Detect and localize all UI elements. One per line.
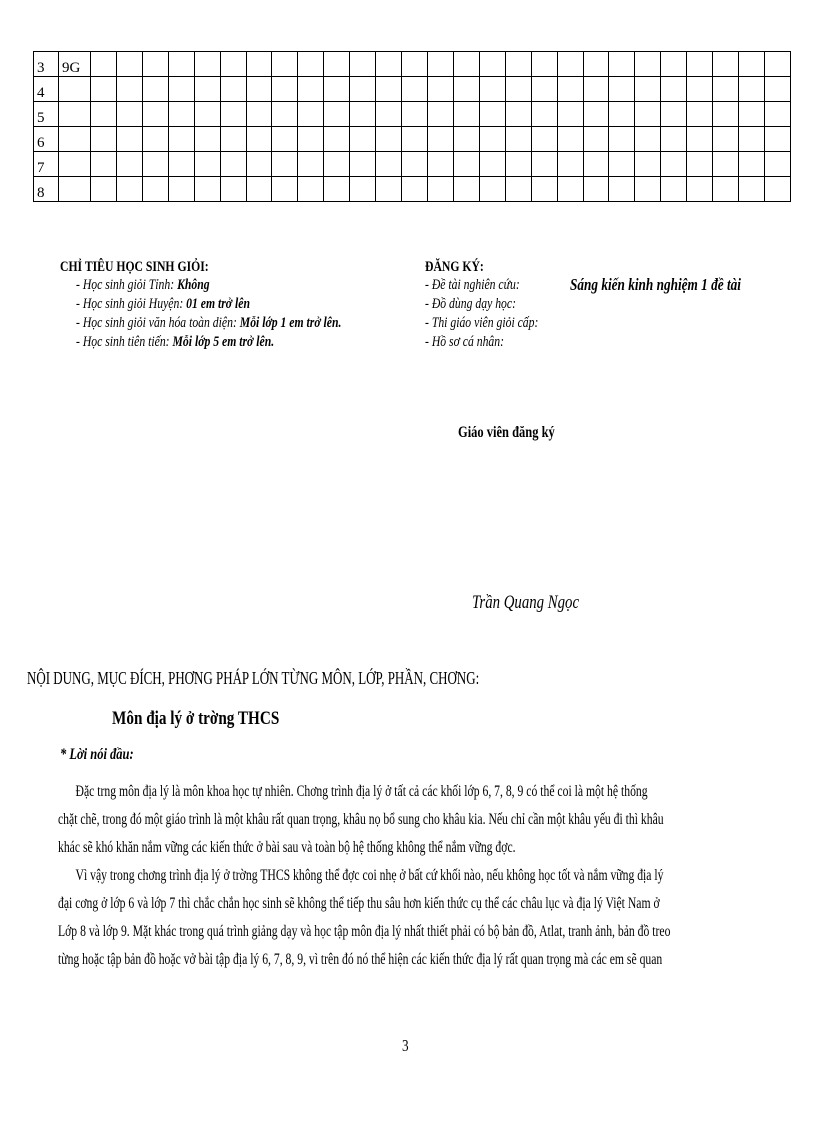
grid-cell: [583, 127, 609, 152]
grid-cell: [350, 177, 376, 202]
grid-cell: [505, 177, 531, 202]
grid-cell: [609, 102, 635, 127]
paragraph-line: từng hoặc tập bản đồ hoặc vở bài tập địa lý 6, 7, 8, 9, vì trên đó nó thể hiện các kiến thức địa lý rất quan trọng mà các em sẽ quan: [58, 951, 663, 968]
grid-cell: [713, 102, 739, 127]
grid-cell: [324, 127, 350, 152]
grid-cell: [609, 77, 635, 102]
paragraph-line: chặt chẽ, trong đó một giáo trình là một khâu rất quan trọng, khâu nọ bổ sung cho khâu kia. Nếu chỉ cần một khâu yếu đi thì khâu: [58, 811, 664, 828]
grid-cell: [583, 152, 609, 177]
grid-cell: [350, 52, 376, 77]
grid-cell: [272, 52, 298, 77]
grid-cell: [194, 52, 220, 77]
grid-cell: [739, 127, 765, 152]
grid-cell: [661, 102, 687, 127]
targets-line: [76, 314, 416, 333]
targets-label: - Học sinh giỏi Tỉnh:: [76, 277, 178, 293]
grid-cell: [635, 127, 661, 152]
preface-heading: * Lời nói đầu:: [60, 746, 134, 763]
grid-cell: [427, 177, 453, 202]
targets-line-text: [76, 315, 341, 332]
grid-cell: [220, 152, 246, 177]
signature-name: Trần Quang Ngọc: [472, 592, 580, 613]
targets-heading: CHỈ TIÊU HỌC SINH GIỎI:: [60, 259, 209, 275]
section-title: NỘI DUNG, MỤC ĐÍCH, PHƠNG PHÁP LỚN TỪNG MÔN, LỚP, PHẦN, CHƠNG:: [27, 668, 480, 688]
grid-cell: [194, 127, 220, 152]
grid-cell: [531, 52, 557, 77]
grid-cell: [764, 77, 790, 102]
grid-cell: [453, 77, 479, 102]
grid-cell: [350, 77, 376, 102]
grid-cell: [505, 152, 531, 177]
grid-cell: [298, 177, 324, 202]
registration-heading: ĐĂNG KÝ:: [425, 259, 484, 275]
grid-cell: [324, 52, 350, 77]
grid-cell: [479, 177, 505, 202]
grid-cell: [116, 52, 142, 77]
grid-cell: [402, 77, 428, 102]
paragraph-line: khác sẽ khó khăn nắm vững các kiến thức ở bài sau và toàn bộ hệ thống không thể nắm vững đợc.: [58, 839, 516, 856]
grid-cell: [298, 127, 324, 152]
grid-cell: [531, 77, 557, 102]
grid-cell: [91, 177, 117, 202]
grid-cell: [298, 52, 324, 77]
row-number-cell: 3: [34, 52, 59, 77]
targets-line: [76, 295, 416, 314]
grid-cell: [220, 102, 246, 127]
registration-line: - Thi giáo viên giỏi cấp:: [425, 315, 539, 331]
grid-cell: [635, 52, 661, 77]
grid-cell: [168, 52, 194, 77]
grid-cell: [324, 177, 350, 202]
grid-cell: [687, 52, 713, 77]
grid-cell: [531, 152, 557, 177]
grid-cell: [764, 152, 790, 177]
grid-cell: [220, 77, 246, 102]
targets-list: [76, 276, 416, 352]
class-name-cell: [59, 152, 91, 177]
grid-cell: [479, 152, 505, 177]
row-number-cell: 8: [34, 177, 59, 202]
grid-cell: [142, 77, 168, 102]
grid-cell: [687, 177, 713, 202]
grid-cell: [402, 52, 428, 77]
grid-cell: [298, 152, 324, 177]
grid-cell: [402, 177, 428, 202]
grid-cell: [505, 127, 531, 152]
registration-line: - Đề tài nghiên cứu: Sáng kiến kinh nghiệm 1 đề tài: [425, 275, 741, 294]
class-name-cell: [59, 127, 91, 152]
grid-cell: [479, 52, 505, 77]
grid-cell: [220, 177, 246, 202]
grid-cell: [142, 152, 168, 177]
grid-cell: [453, 152, 479, 177]
grid-cell: [194, 77, 220, 102]
grid-cell: [583, 177, 609, 202]
grid-cell: [713, 177, 739, 202]
grid-cell: [376, 52, 402, 77]
grid-cell: [402, 102, 428, 127]
grid-cell: [739, 52, 765, 77]
paragraph-line: Đặc trng môn địa lý là môn khoa học tự nhiên. Chơng trình địa lý ở tất cả các khối lớp 6, 7, 8, 9 có thể coi là một hệ thống: [75, 783, 648, 800]
signature-title: Giáo viên đăng ký: [458, 424, 555, 441]
grid-cell: [376, 152, 402, 177]
paragraph-line: đại cơng ở lớp 6 và lớp 7 thì chắc chắn học sinh sẽ không thể tiếp thu sâu hơn kiến thức cụ thể các châu lục và địa lý Việt Nam ở: [58, 895, 660, 912]
grid-cell: [272, 152, 298, 177]
grid-cell: [116, 177, 142, 202]
class-grid-table: [33, 51, 791, 202]
grid-cell: [272, 102, 298, 127]
grid-cell: [505, 102, 531, 127]
grid-cell: [91, 77, 117, 102]
grid-cell: [661, 52, 687, 77]
class-name-cell: [59, 102, 91, 127]
grid-cell: [91, 127, 117, 152]
grid-cell: [272, 127, 298, 152]
grid-cell: [687, 77, 713, 102]
grid-cell: [609, 52, 635, 77]
grid-cell: [505, 77, 531, 102]
grid-cell: [350, 102, 376, 127]
grid-cell: [453, 177, 479, 202]
grid-cell: [531, 127, 557, 152]
grid-cell: [194, 177, 220, 202]
targets-line-text: [76, 296, 250, 313]
grid-cell: [402, 127, 428, 152]
grid-cell: [91, 52, 117, 77]
grid-cell: [739, 102, 765, 127]
table-row: [34, 177, 791, 202]
grid-cell: [609, 152, 635, 177]
grid-cell: [116, 152, 142, 177]
grid-cell: [91, 102, 117, 127]
targets-value: Không: [177, 277, 210, 293]
page-number: 3: [402, 1036, 409, 1055]
grid-cell: [427, 77, 453, 102]
grid-cell: [116, 102, 142, 127]
grid-cell: [609, 127, 635, 152]
grid-cell: [194, 152, 220, 177]
targets-label: - Học sinh giỏi Huyện:: [76, 296, 187, 312]
grid-cell: [324, 102, 350, 127]
grid-cell: [557, 52, 583, 77]
grid-cell: [298, 77, 324, 102]
targets-line: [76, 276, 416, 295]
grid-cell: [713, 77, 739, 102]
targets-label: - Học sinh tiên tiến:: [76, 334, 173, 350]
grid-cell: [557, 102, 583, 127]
grid-cell: [557, 152, 583, 177]
targets-value: 01 em trở lên: [186, 296, 250, 312]
grid-cell: [427, 152, 453, 177]
grid-cell: [557, 127, 583, 152]
grid-cell: [661, 77, 687, 102]
grid-cell: [635, 77, 661, 102]
grid-cell: [583, 52, 609, 77]
grid-cell: [324, 152, 350, 177]
grid-cell: [298, 102, 324, 127]
grid-cell: [116, 127, 142, 152]
grid-cell: [246, 52, 272, 77]
grid-cell: [168, 102, 194, 127]
grid-cell: [687, 102, 713, 127]
grid-cell: [142, 177, 168, 202]
grid-cell: [453, 127, 479, 152]
grid-cell: [713, 127, 739, 152]
table-row: [34, 77, 791, 102]
grid-cell: [168, 77, 194, 102]
targets-value: Mỗi lớp 1 em trở lên.: [239, 315, 342, 331]
grid-cell: [764, 52, 790, 77]
row-number-cell: 4: [34, 77, 59, 102]
grid-cell: [91, 152, 117, 177]
grid-cell: [479, 77, 505, 102]
paragraph-line: Lớp 8 và lớp 9. Mặt khác trong quá trình giảng dạy và học tập môn địa lý nhất thiết phải có bộ bản đồ, Atlat, tranh ảnh, bản đồ treo: [58, 923, 671, 940]
grid-cell: [246, 77, 272, 102]
grid-cell: [739, 77, 765, 102]
grid-cell: [246, 152, 272, 177]
grid-cell: [402, 152, 428, 177]
grid-cell: [246, 127, 272, 152]
grid-cell: [531, 102, 557, 127]
subject-title: Môn địa lý ở trờng THCS: [112, 708, 280, 729]
grid-cell: [272, 77, 298, 102]
grid-cell: [376, 102, 402, 127]
class-name-cell: 9G: [59, 52, 91, 77]
grid-cell: [505, 52, 531, 77]
table-row: [34, 102, 791, 127]
grid-cell: [635, 177, 661, 202]
grid-cell: [609, 177, 635, 202]
targets-line-text: [76, 334, 274, 351]
grid-cell: [739, 152, 765, 177]
grid-cell: [116, 77, 142, 102]
grid-cell: [661, 177, 687, 202]
table-row: [34, 127, 791, 152]
grid-cell: [324, 77, 350, 102]
grid-cell: [168, 152, 194, 177]
table-row: [34, 52, 791, 77]
grid-cell: [479, 102, 505, 127]
grid-cell: [453, 102, 479, 127]
grid-cell: [583, 102, 609, 127]
grid-cell: [635, 152, 661, 177]
grid-cell: [713, 52, 739, 77]
grid-cell: [350, 152, 376, 177]
registration-line: - Hồ sơ cá nhân:: [425, 334, 505, 350]
paragraph-2: [58, 862, 788, 974]
grid-cell: [350, 127, 376, 152]
targets-value: Mỗi lớp 5 em trở lên.: [172, 334, 275, 350]
row-number-cell: 7: [34, 152, 59, 177]
grid-cell: [453, 52, 479, 77]
row-number-cell: 5: [34, 102, 59, 127]
grid-cell: [557, 177, 583, 202]
table-row: [34, 152, 791, 177]
grid-cell: [376, 177, 402, 202]
grid-cell: [635, 102, 661, 127]
paragraph-1: [58, 778, 788, 862]
registration-line: - Đồ dùng dạy học:: [425, 296, 516, 312]
grid-cell: [427, 52, 453, 77]
grid-cell: [661, 127, 687, 152]
grid-cell: [764, 127, 790, 152]
grid-cell: [713, 152, 739, 177]
grid-cell: [427, 127, 453, 152]
grid-cell: [376, 127, 402, 152]
row-number-cell: 6: [34, 127, 59, 152]
grid-cell: [194, 102, 220, 127]
grid-cell: [687, 152, 713, 177]
grid-cell: [168, 127, 194, 152]
registration-value: Sáng kiến kinh nghiệm 1 đề tài: [570, 275, 741, 294]
paragraph-line: Vì vậy trong chơng trình địa lý ở trờng THCS không thể đợc coi nhẹ ở bất cứ khối nào, nếu không học tốt và nắm vững địa lý: [75, 867, 664, 884]
grid-cell: [272, 177, 298, 202]
class-name-cell: [59, 77, 91, 102]
targets-label: - Học sinh giỏi văn hóa toàn diện:: [76, 315, 240, 331]
grid-cell: [376, 77, 402, 102]
grid-cell: [427, 102, 453, 127]
grid-cell: [764, 102, 790, 127]
targets-line-text: [76, 277, 210, 294]
grid-cell: [220, 127, 246, 152]
grid-cell: [246, 177, 272, 202]
class-name-cell: [59, 177, 91, 202]
grid-cell: [246, 102, 272, 127]
targets-line: [76, 333, 416, 352]
grid-cell: [531, 177, 557, 202]
grid-cell: [687, 127, 713, 152]
grid-cell: [583, 77, 609, 102]
grid-cell: [661, 152, 687, 177]
grid-cell: [168, 177, 194, 202]
grid-cell: [557, 77, 583, 102]
grid-cell: [764, 177, 790, 202]
grid-cell: [220, 52, 246, 77]
grid-cell: [142, 52, 168, 77]
grid-cell: [142, 127, 168, 152]
grid-cell: [142, 102, 168, 127]
grid-cell: [479, 127, 505, 152]
registration-list: [425, 276, 785, 352]
grid-cell: [739, 177, 765, 202]
